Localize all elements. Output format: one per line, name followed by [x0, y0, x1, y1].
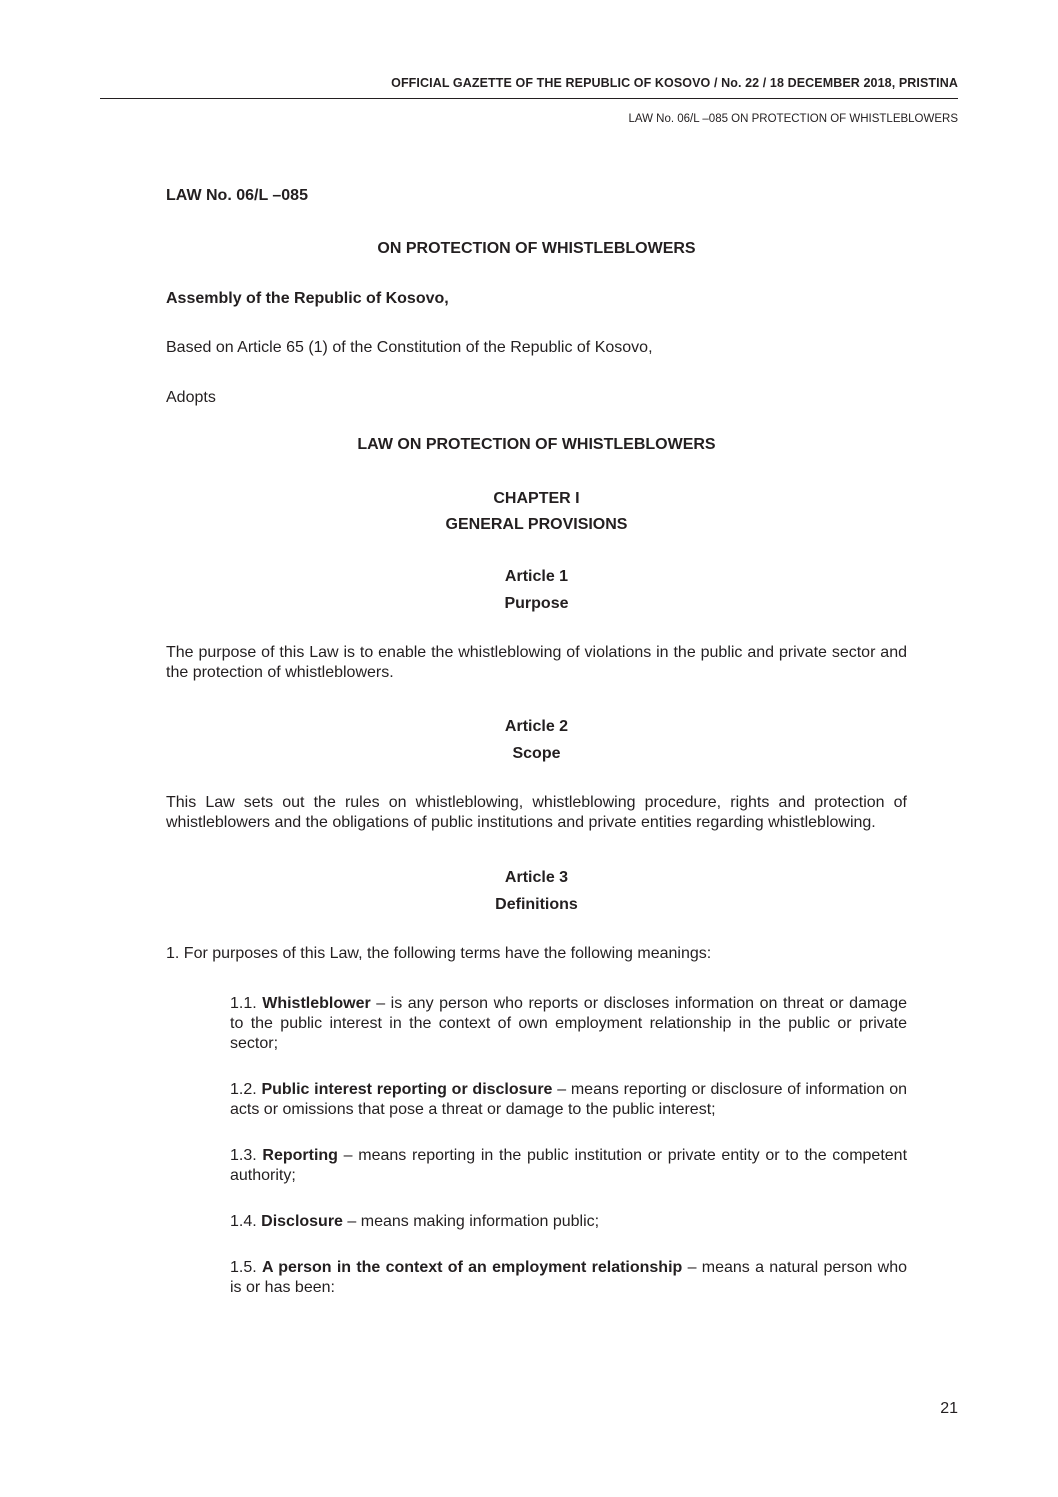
definition-item [230, 1258, 907, 1298]
definition-item [230, 1080, 907, 1120]
definition-term: Public interest reporting or disclosure [261, 1081, 553, 1098]
definition-item [230, 1212, 907, 1232]
law-reference-header: LAW No. 06/L –085 ON PROTECTION OF WHISTLEBLOWERS [628, 113, 958, 125]
article-name: Scope [512, 745, 561, 762]
definition-text: – means reporting in the public institution or private entity or to the competent authority; [230, 1147, 908, 1184]
article-2-text: This Law sets out the rules on whistleblowing, whistleblowing procedure, rights and protection of whistleblowers and the obligations of public institutions and private entities regarding whistleblowing. [166, 794, 907, 831]
definition-term: Disclosure [261, 1213, 343, 1230]
definition-text: – means a natural person who is or has been: [230, 1259, 907, 1296]
definition-text: – means making information public; [347, 1213, 600, 1230]
gazette-header: OFFICIAL GAZETTE OF THE REPUBLIC OF KOSOVO / No. 22 / 18 DECEMBER 2018, PRISTINA [100, 76, 958, 99]
article-name: Purpose [504, 595, 569, 612]
legal-basis: Based on Article 65 (1) of the Constitution of the Republic of Kosovo, [166, 339, 653, 356]
definition-term: A person in the context of an employment relationship [261, 1259, 683, 1276]
definition-number: 1.1. [230, 995, 257, 1012]
definition-text: – means reporting or disclosure of information on acts or omissions that pose a threat or damage to the public interest; [230, 1081, 907, 1118]
definition-term: Reporting [262, 1147, 338, 1164]
article-label: Article 2 [504, 718, 569, 735]
definition-item [230, 994, 907, 1054]
article-1-text: The purpose of this Law is to enable the whistleblowing of violations in the public and private sector and the protection of whistleblowers. [166, 644, 907, 681]
definition-number: 1.5. [230, 1259, 257, 1276]
chapter-label: CHAPTER I [493, 490, 580, 507]
page-number: 21 [940, 1400, 958, 1417]
adopts-line: Adopts [166, 389, 216, 406]
definition-number: 1.3. [230, 1147, 257, 1164]
document-body [166, 186, 907, 1324]
chapter-heading [166, 486, 907, 538]
definition-number: 1.2. [230, 1081, 257, 1098]
article-3-heading [166, 864, 907, 918]
assembly-line: Assembly of the Republic of Kosovo, [166, 290, 449, 307]
law-subject-title: ON PROTECTION OF WHISTLEBLOWERS [377, 240, 696, 257]
article-1-heading [166, 563, 907, 617]
law-title: LAW ON PROTECTION OF WHISTLEBLOWERS [357, 436, 716, 453]
chapter-name: GENERAL PROVISIONS [445, 516, 628, 533]
article-label: Article 1 [504, 568, 569, 585]
definition-text: – is any person who reports or discloses information on threat or damage to the public interest in the context of own employment relationship in the public or private sector; [230, 995, 907, 1052]
definition-item [230, 1146, 907, 1186]
law-number: LAW No. 06/L –085 [166, 187, 308, 204]
article-label: Article 3 [504, 869, 569, 886]
article-3-intro: 1. For purposes of this Law, the following terms have the following meanings: [166, 945, 712, 962]
definition-term: Whistleblower [262, 995, 371, 1012]
definition-number: 1.4. [230, 1213, 257, 1230]
article-name: Definitions [495, 896, 578, 913]
article-2-heading [166, 713, 907, 767]
